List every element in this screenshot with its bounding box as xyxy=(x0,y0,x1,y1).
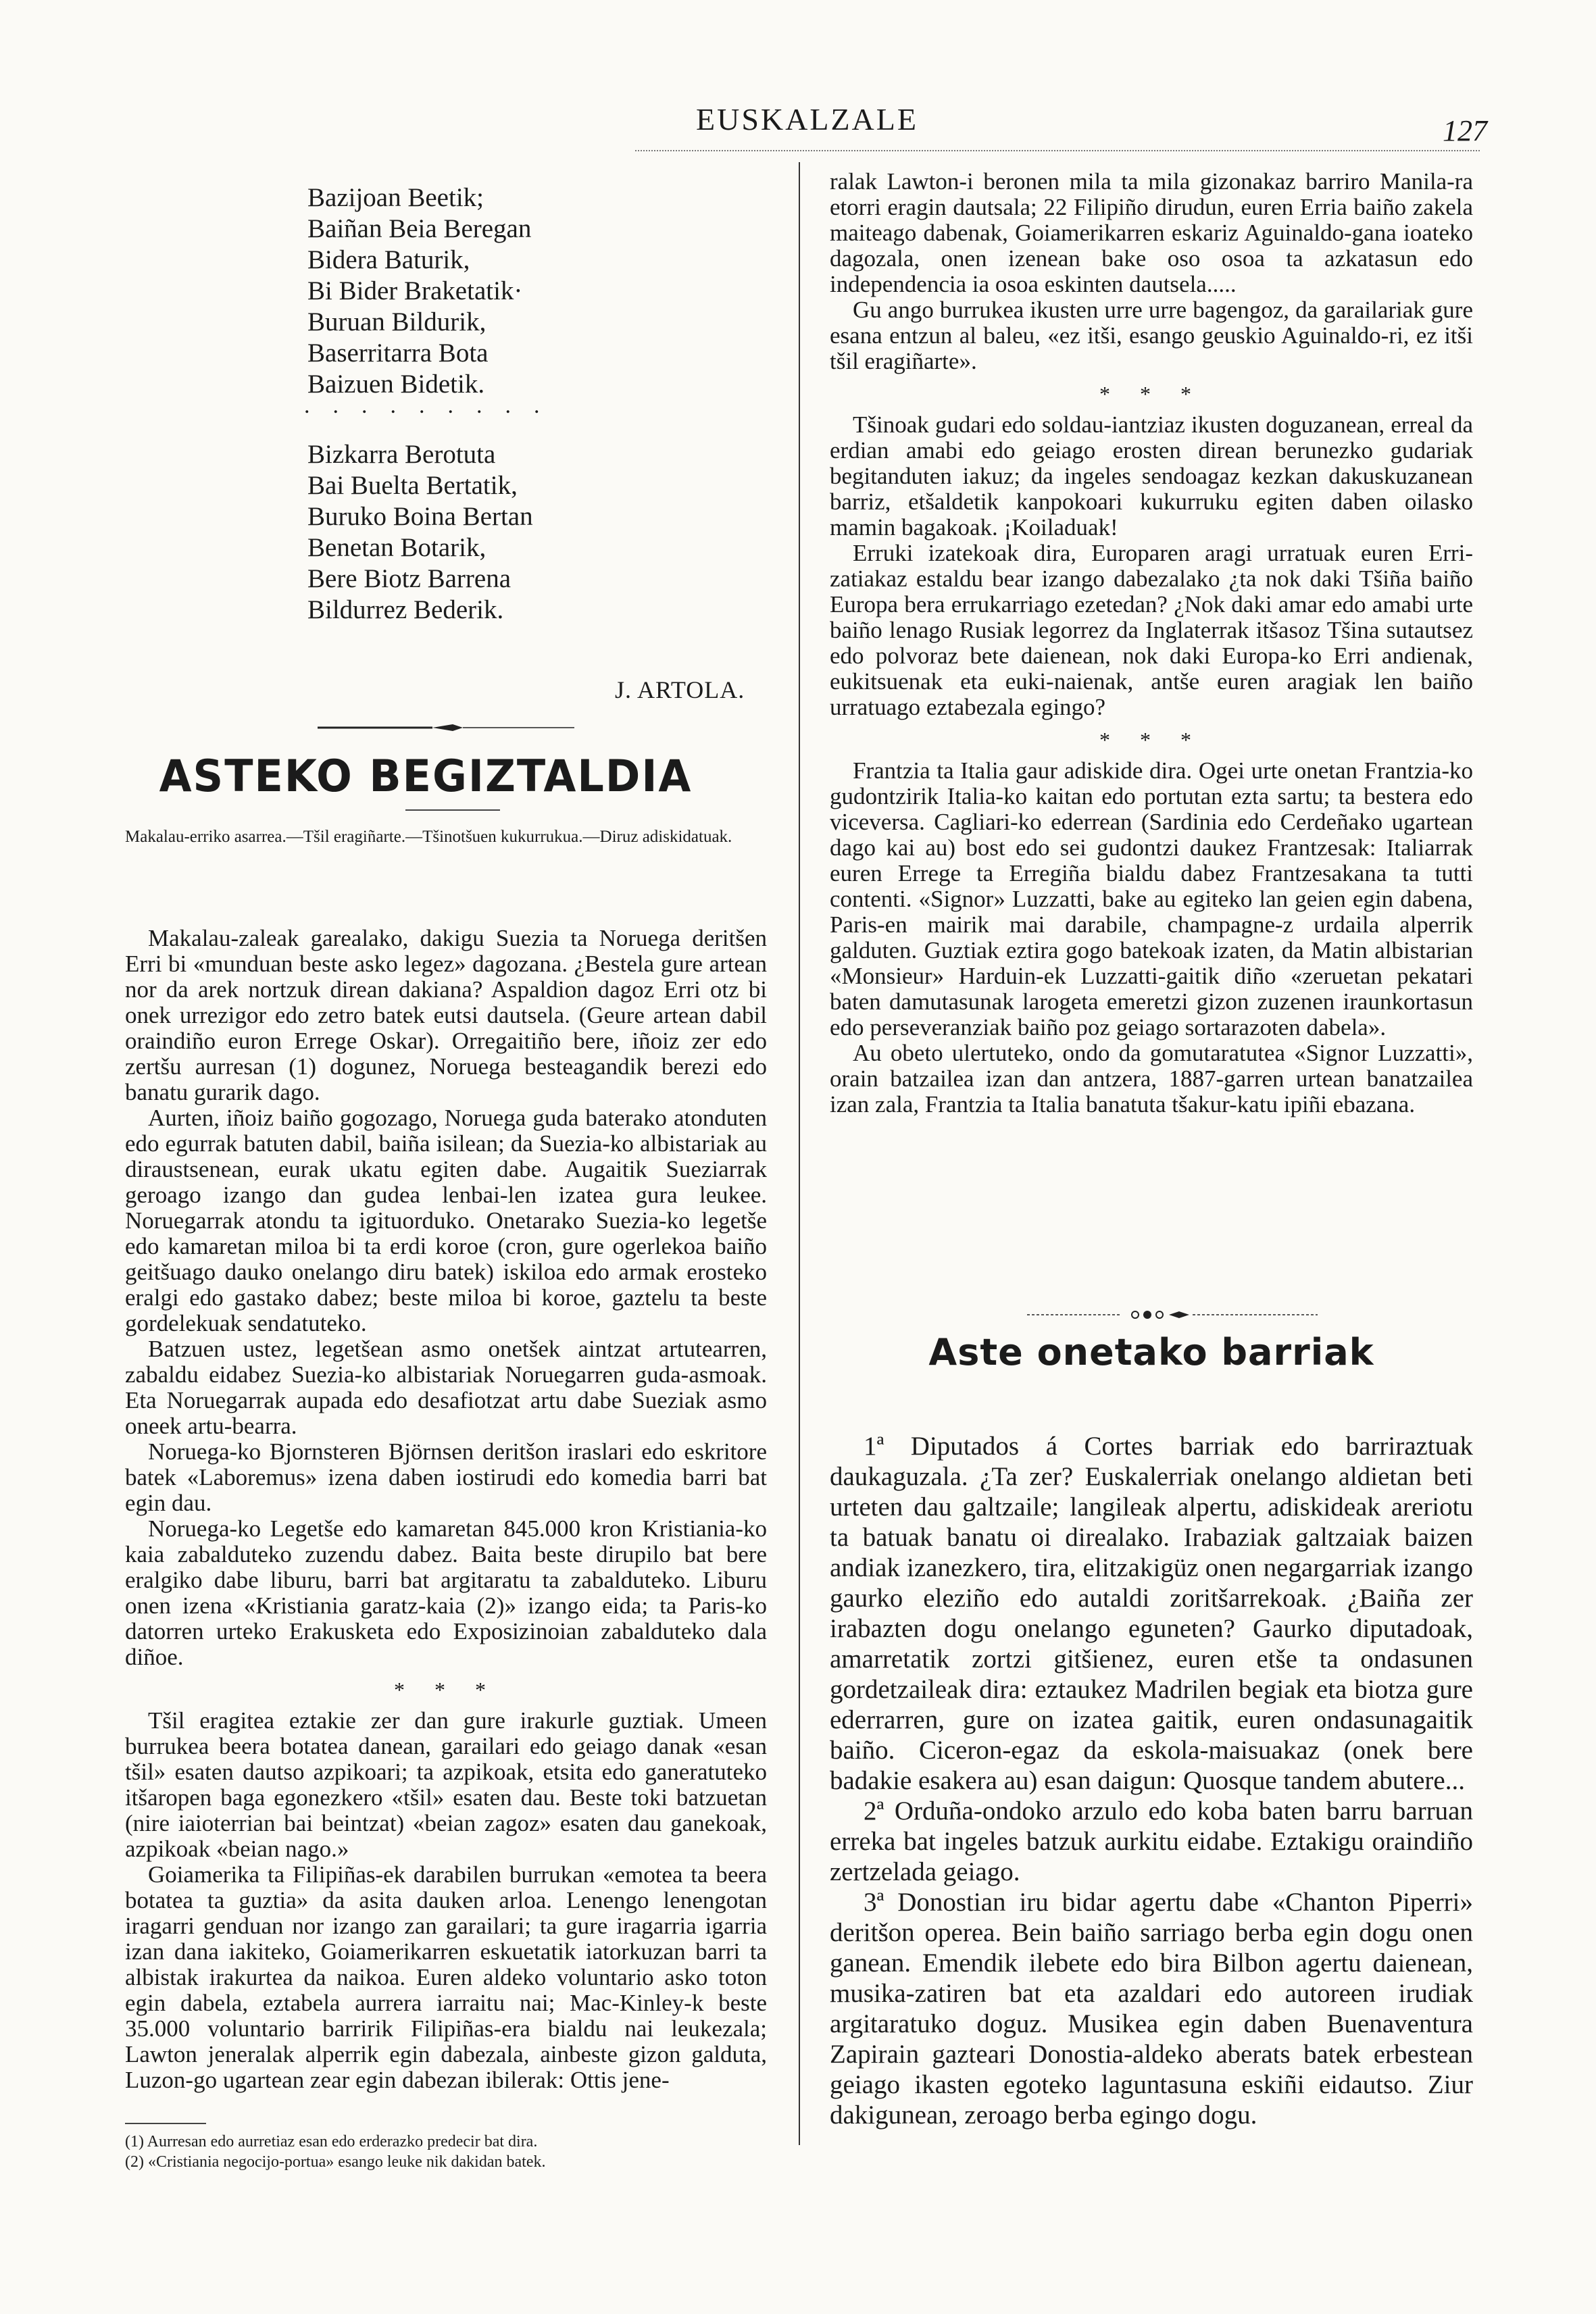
poem-line: Bazijoan Beetik; xyxy=(307,183,484,212)
asterism: * * * xyxy=(394,1678,498,1702)
poem-line: Bildurrez Bederik. xyxy=(307,595,504,624)
ornament-divider xyxy=(1027,1309,1318,1320)
news-section-title: Aste onetako barriak xyxy=(928,1331,1374,1374)
header-rule xyxy=(635,150,1480,151)
news-section xyxy=(830,1431,1473,2130)
paragraph: Makalau-zaleak garealako, dakigu Suezia ta Noruega deritšen Erri bi «munduan beste asko legez» dagozana. ¿Bestela gure artean nor da arek nortzuk direan dakiana? Aspaldion dagoz Erri otz bi onek urrezigor edo zetro batek eutsi dautsela. (Geure artean dabil oraindiño euron Erregе Oskar). Orregaitiño bere, iñoiz zer edo zertšu aurresan (1) dogunez, Noruega besteagandik berezi edo banatu gurarik dago. xyxy=(125,925,767,1105)
poem-line: Baiñan Beia Beregan xyxy=(307,214,532,243)
paragraph: Noruega-ko Bjornsteren Björnsen deritšon iraslari edo eskritore batek «Laboremus» izena daben iostirudi edo komedia barri bat egin dau. xyxy=(125,1438,767,1516)
paragraph: ralak Lawton-i beronen mila ta mila gizonakaz barriro Manila-ra etorri eragin dautsala; 22 Filipiño dirudun, euren Erria baiño zakela maiteago dabenak, Goiamerikarren eskariz Aguinaldo-gana ioateko dagozala, onen izenean bake oso osoa ta azkatasun edo independencia ia osoa eskinten dautsela..... xyxy=(830,168,1473,297)
footnote: (2) «Cristiania negocijo-portua» esango leuke nik dakidan batek. xyxy=(125,2153,546,2171)
poem-ellipsis: ......... xyxy=(304,393,563,418)
paragraph: Noruega-ko Legetše edo kamaretan 845.000 kron Kristiania-ko kaia zabalduteko zuzendu dabez. Baita beste dirupilo bat bere eralgiko dabe liburu, barri bat argitaratu ta zabalduteko. Liburu onen izena «Kristiania garatz-kaia (2)» izango eida; ta Paris-ko datorren urteko Erakusketa edo Exposizinoian zabalduteko dala diñoe. xyxy=(125,1515,767,1670)
news-item: 3ª Donostian iru bidar agertu dabe «Chanton Piperri» deritšon operea. Bein baiño sarriago berba egin dogu onen ganean. Emendik ilebete edo bira Bilbon agertu daienean, musika-zatiren bat eta azaldari edo autoreen irudiak argitaratuko doguz. Musikea egin daben Buenaventura Zapirain gazteari Donostia-aldeko aberats batek erbestean geiago ikasten egoteko laguntasuna eskiñi eidautso. Ziur dakigunean, zeroago berba egingo dogu. xyxy=(830,1888,1473,2130)
section-summary: Makalau-erriko asarrea.—Tšil eragiñarte.—Tšinotšuen kukurrukua.—Diruz adiskidatuak. xyxy=(125,828,732,846)
column-divider xyxy=(799,162,800,2145)
footnote-rule xyxy=(125,2123,206,2124)
poem-line: Buruan Bildurik, xyxy=(307,307,487,336)
poem-stanza-1 xyxy=(307,182,531,400)
poem-line: Buruko Boina Bertan xyxy=(307,502,533,531)
paragraph: Erruki izatekoak dira, Europaren aragi urratuak euren Erri-zatiakaz estaldu bear izango dabezalako ¿ta nok daki Tšiña baiño Europa bera errukarriago ezetedan? ¿Nok daki amar edo amabi urte baiño lenago Rusiak legorrez da Inglaterrak itšasoz Tšina sutautsez edo polvoraz bete daienean, nok daki Europa-ko Erri andienak, eukitsuenak eta euki-naienak, antše euren aragiak len baiño urratuago eztabezala egingo? xyxy=(830,540,1473,720)
poem-line: Bi Bider Braketatik· xyxy=(307,276,523,305)
poem-line: Bere Biotz Barrena xyxy=(307,564,512,593)
section-title: ASTEKO BEGIZTALDIA xyxy=(159,750,693,802)
poem-line: Bidera Baturik, xyxy=(307,245,470,274)
ornament-divider xyxy=(318,723,574,732)
asterism: * * * xyxy=(1099,382,1203,406)
news-item: 1ª Diputados á Cortes barriak edo barriraztuak daukaguzala. ¿Ta zer? Euskalerriak onelango aldietan beti urteten dau galtzaile; langileak alpertu, adiskideak areriotu ta batuak banatu oi direalako. Irabaziak galtzaiak baizen andiak izanezkero, tira, elitzakigüz onen negargarriak izango gaurko eleziño edo autaldi zoritšarrekoak. ¿Baiña zer irabazten dogu onelango eguneten? Gaurko diputadoak, amarretatik zortzi gitšienez, euren etše ta ondasunen gordetzaileak dira: eztaukez Madrilen begiak eta biotza gure ederrarren, gure on izatea gaitik, euren ondasunagaitik baiño. Ciceron-egaz da eskola-maisuakaz (onek bere badakie esakera au) esan daigun: Quosque tandem abutere... xyxy=(830,1432,1473,1795)
left-column xyxy=(125,926,767,2093)
paragraph: Batzuen ustez, legetšean asmo onetšek aintzat artutearren, zabaldu eidabez Suezia-ko albistariak Noruegarren guda-asmoak. Eta Noruegarrak aupada edo desafiotzat artu dabe Sueziak asmo oneek artu-bearra. xyxy=(125,1336,767,1439)
paragraph: Goiamerika ta Filipiñas-ek darabilen burrukan «emotea ta beera botatea ta guztia» da asita dauken arloa. Lenengo lenengotan iragarri genduan nor izango zan garailari; ta gure iragarria igarria izan dana iakiteko, Goiamerikarren eskuetatik iatorkuzan barri ta albistak irakurtea da naikoa. Euren aldeko voluntario asko toton egin dabela, eztabela aurrera iarraitu nai; Mac-Kinley-k beste 35.000 voluntario barririk Filipiñas-era bialdu nai leukezala; Lawton jeneralak alperrik egin dabezala, ainbeste gizon galduta, Luzon-go ugartean zear egin dabezan ibilerak: Ottis jene- xyxy=(125,1861,767,2093)
paragraph: Frantzia ta Italia gaur adiskide dira. Ogei urte onetan Frantzia-ko gudontzirik Italia-ko kaitan edo portutan ezta sartu; ta bestera edo viceversa. Cagliari-ko ederrean (Sardinia edo Cerdeñako ugartean dago kai au) bost edo sei gudontzi daukez Frantzesak: Italiarrak euren Errege ta Erregiña bialdu dabez Frantzesakana ta tutti contenti. «Signor» Luzzatti, bake au egiteko lan geien egin dabena, Paris-en mairik mai darabile, champagne-z urdaila alperrik galduten. Guztiak eztira gogo batekoak izaten, da Matin albistarian «Monsieur» Harduin-ek Luzzatti-gaitik diño «zeruetan pekatari baten damutasunak larogeta emeretzi gizon zuzenen iraunkortasun edo perseveranziak baiño poz geiago sortarazoten dabela». xyxy=(830,757,1473,1040)
running-header: EUSKALZALE xyxy=(696,102,918,136)
paragraph: Tšil eragitea eztakie zer dan gure irakurle guztiak. Umeen burrukea beera botatea danean, garailari edo geiago danak «esan tšil» esaten dautso azpikoari; ta azpikoak, etsita edo ganeratuteko itšaropen baga egonezkero «tšil» esaten dau. Beste toki batzuetan (nire iaioterrian bai beintzat) «beian zagoz» esaten dau ganekoak, azpikoak «beian nago.» xyxy=(125,1707,767,1862)
poem-line: Baserritarra Bota xyxy=(307,338,489,368)
right-column xyxy=(830,169,1473,1117)
poem-signature: J. ARTOLA. xyxy=(615,676,745,703)
paragraph: Tšinoak gudari edo soldau-iantziaz ikusten doguzanean, erreal da erdian amabi edo geiago erosten direan berunezko gudariak begitanduten iakuz; da ingeles sendoagaz kezkan dakuskuzanean barriz, etšaldetik kanpokoari kukurruku egiten daben oilasko mamin bagakoak. ¡Koiladuak! xyxy=(830,411,1473,540)
asterism: * * * xyxy=(1099,728,1203,752)
poem-stanza-2 xyxy=(307,439,533,626)
footnotes xyxy=(125,2132,767,2172)
paragraph: Aurten, iñoiz baiño gogozago, Noruega guda baterako atonduten edo egurrak batuten dabil, baiña isilean; da Suezia-ko albistariak au diraustsenean, eurak ukatu egiten dabe. Augaitik Sueziarrak geroago izango dan gudea lenbai-len izatea gura leukee. Noruegarrak atondu ta igituorduko. Onetarako Suezia-ko legetše edo kamaretan miloa bi ta erdi koroe (cron, gure ogerlekoa baiño geitšuago dauko onelango diru batek) iskiloa edo armak erosteko eralgi edo gastako dabez; beste miloa bi koroe, gaztelu ta beste gordelekuak sendatuteko. xyxy=(125,1105,767,1336)
poem-line: Benetan Botarik, xyxy=(307,533,487,562)
poem-line: Bai Buelta Bertatik, xyxy=(307,471,518,500)
paragraph: Au obeto ulertuteko, ondo da gomutaratutea «Signor Luzzatti», orain batzailea izan dan antzera, 1887-garren urtean banatzailea izan zala, Frantzia ta Italia banatuta tšakur-katu ipiñi ebazana. xyxy=(830,1040,1473,1117)
paragraph: Gu ango burrukea ikusten urre urre bagengoz, da garailariak gure esana entzun al baleu, «ez itši, esango geuskio Aguinaldo-ri, ez itši tšil eragiñarte». xyxy=(830,297,1473,374)
news-item: 2ª Orduña-ondoko arzulo edo koba baten barru barruan erreka bat ingeles batzuk aurkitu eidabe. Eztakigu oraindiño zertzelada geiago. xyxy=(830,1796,1473,1886)
page-number: 127 xyxy=(1443,114,1487,147)
footnote: (1) Aurresan edo aurretiaz esan edo erderazko predecir bat dira. xyxy=(125,2133,538,2150)
section-rule xyxy=(405,809,500,811)
poem-line: Baizuen Bidetik. xyxy=(307,370,485,399)
poem-line: Bizkarra Berotuta xyxy=(307,440,496,469)
